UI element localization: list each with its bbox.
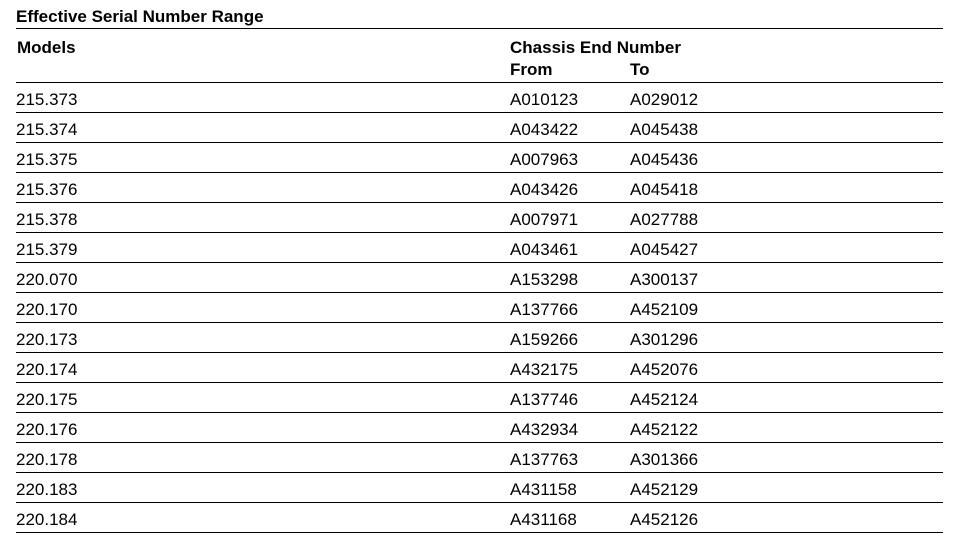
from-serial-cell: A431158 bbox=[510, 480, 577, 499]
table-row bbox=[16, 383, 943, 413]
from-serial-cell: A159266 bbox=[510, 330, 579, 349]
from-serial-cell: A137746 bbox=[510, 390, 579, 409]
model-cell: 220.173 bbox=[16, 330, 78, 349]
to-serial-cell: A301296 bbox=[630, 330, 699, 349]
to-serial-cell: A452076 bbox=[630, 360, 699, 379]
table-row bbox=[16, 353, 943, 383]
table-row bbox=[16, 443, 943, 473]
to-serial-cell: A452129 bbox=[630, 480, 699, 499]
to-serial-cell: A027788 bbox=[630, 210, 699, 229]
from-serial-cell: A137763 bbox=[510, 450, 579, 469]
from-serial-cell: A137766 bbox=[510, 300, 579, 319]
table-row bbox=[16, 263, 943, 293]
to-serial-cell: A045418 bbox=[630, 180, 699, 199]
table-header bbox=[16, 29, 943, 83]
to-serial-cell: A452124 bbox=[630, 390, 699, 409]
section-title: Effective Serial Number Range bbox=[16, 6, 943, 29]
model-cell: 220.183 bbox=[16, 480, 78, 499]
table-row bbox=[16, 293, 943, 323]
model-cell: 220.178 bbox=[16, 450, 78, 469]
from-serial-cell: A043426 bbox=[510, 180, 579, 199]
table-row bbox=[16, 173, 943, 203]
from-serial-cell: A043461 bbox=[510, 240, 579, 259]
model-cell: 220.070 bbox=[16, 270, 78, 289]
from-serial-cell: A007971 bbox=[510, 210, 579, 229]
from-serial-cell: A432175 bbox=[510, 360, 579, 379]
from-serial-cell: A153298 bbox=[510, 270, 579, 289]
model-cell: 220.170 bbox=[16, 300, 78, 319]
table-row bbox=[16, 233, 943, 263]
to-serial-cell: A452109 bbox=[630, 300, 699, 319]
table-row bbox=[16, 473, 943, 503]
table-row bbox=[16, 323, 943, 353]
model-cell: 220.184 bbox=[16, 510, 78, 529]
from-column-header: From bbox=[510, 60, 553, 79]
to-serial-cell: A029012 bbox=[630, 90, 699, 109]
table-row bbox=[16, 503, 943, 533]
model-cell: 215.375 bbox=[16, 150, 78, 169]
model-cell: 215.378 bbox=[16, 210, 78, 229]
to-serial-cell: A452126 bbox=[630, 510, 699, 529]
table-row bbox=[16, 413, 943, 443]
chassis-end-number-header: Chassis End Number bbox=[510, 38, 681, 57]
model-cell: 215.374 bbox=[16, 120, 78, 139]
to-serial-cell: A300137 bbox=[630, 270, 699, 289]
table-row bbox=[16, 83, 943, 113]
table-row bbox=[16, 203, 943, 233]
model-cell: 215.376 bbox=[16, 180, 78, 199]
to-column-header: To bbox=[630, 60, 650, 79]
to-serial-cell: A452122 bbox=[630, 420, 699, 439]
from-serial-cell: A043422 bbox=[510, 120, 579, 139]
models-column-header: Models bbox=[17, 38, 76, 57]
from-serial-cell: A431168 bbox=[510, 510, 577, 529]
model-cell: 220.176 bbox=[16, 420, 78, 439]
table-row bbox=[16, 113, 943, 143]
model-cell: 215.379 bbox=[16, 240, 78, 259]
to-serial-cell: A045436 bbox=[630, 150, 699, 169]
to-serial-cell: A045427 bbox=[630, 240, 699, 259]
from-serial-cell: A010123 bbox=[510, 90, 579, 109]
model-cell: 220.174 bbox=[16, 360, 78, 379]
table-row bbox=[16, 143, 943, 173]
serial-range-document bbox=[16, 6, 943, 533]
model-cell: 215.373 bbox=[16, 90, 78, 109]
from-serial-cell: A007963 bbox=[510, 150, 579, 169]
serial-range-table-body bbox=[16, 83, 943, 533]
from-serial-cell: A432934 bbox=[510, 420, 579, 439]
model-cell: 220.175 bbox=[16, 390, 78, 409]
to-serial-cell: A301366 bbox=[630, 450, 699, 469]
to-serial-cell: A045438 bbox=[630, 120, 699, 139]
